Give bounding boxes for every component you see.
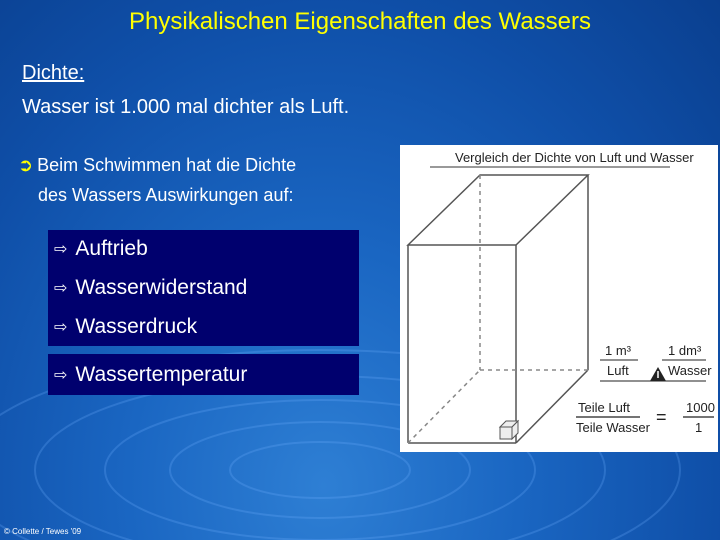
curved-arrow-icon: ➲ (18, 155, 34, 175)
arrow-right-icon: ⇨ (54, 318, 68, 336)
balance-fulcrum-icon (650, 367, 666, 381)
figure-title: Vergleich der Dichte von Luft und Wasser (455, 150, 694, 165)
cube-luft (408, 175, 588, 443)
ratio-bottom-value: 1 (695, 420, 703, 435)
copyright-footer: © Collette / Tewes '09 (4, 527, 82, 536)
effect-label: Wasserwiderstand (75, 275, 248, 299)
ratio-equals: = (656, 407, 667, 427)
wasser-label: Wasser (668, 363, 712, 378)
effect-item-wasserdruck (48, 307, 197, 346)
arrow-right-icon: ⇨ (54, 241, 68, 258)
density-statement: Wasser ist 1.000 mal dichter als Luft. (22, 96, 350, 118)
bullet-line-1: Beim Schwimmen hat die Dichte (37, 155, 297, 175)
slide-title: Physikalischen Eigenschaften des Wassers (129, 8, 591, 35)
effect-label: Wasserdruck (75, 314, 198, 338)
density-diagram (400, 145, 718, 452)
ratio-bottom-label: Teile Wasser (576, 420, 650, 435)
luft-volume-label: 1 m³ (605, 343, 631, 358)
swimming-bullet (18, 150, 388, 210)
effect-group (48, 268, 359, 346)
effect-label: Auftrieb (75, 237, 148, 260)
effect-item-auftrieb (48, 230, 359, 268)
effect-item-wasserwiderstand (48, 268, 247, 307)
density-heading: Dichte: (22, 62, 85, 84)
effect-item-wassertemperatur (48, 354, 359, 395)
bullet-line-2: des Wassers Auswirkungen auf: (38, 185, 294, 205)
effect-label: Wassertemperatur (75, 362, 248, 386)
luft-label: Luft (607, 363, 629, 378)
arrow-right-icon: ⇨ (54, 366, 68, 384)
cube-wasser (500, 421, 518, 439)
arrow-right-icon: ⇨ (54, 279, 68, 297)
ratio-top-value: 1000 (686, 400, 715, 415)
density-figure (400, 145, 718, 452)
effects-list (48, 230, 359, 395)
wasser-volume-label: 1 dm³ (668, 343, 702, 358)
ratio-top-label: Teile Luft (578, 400, 631, 415)
